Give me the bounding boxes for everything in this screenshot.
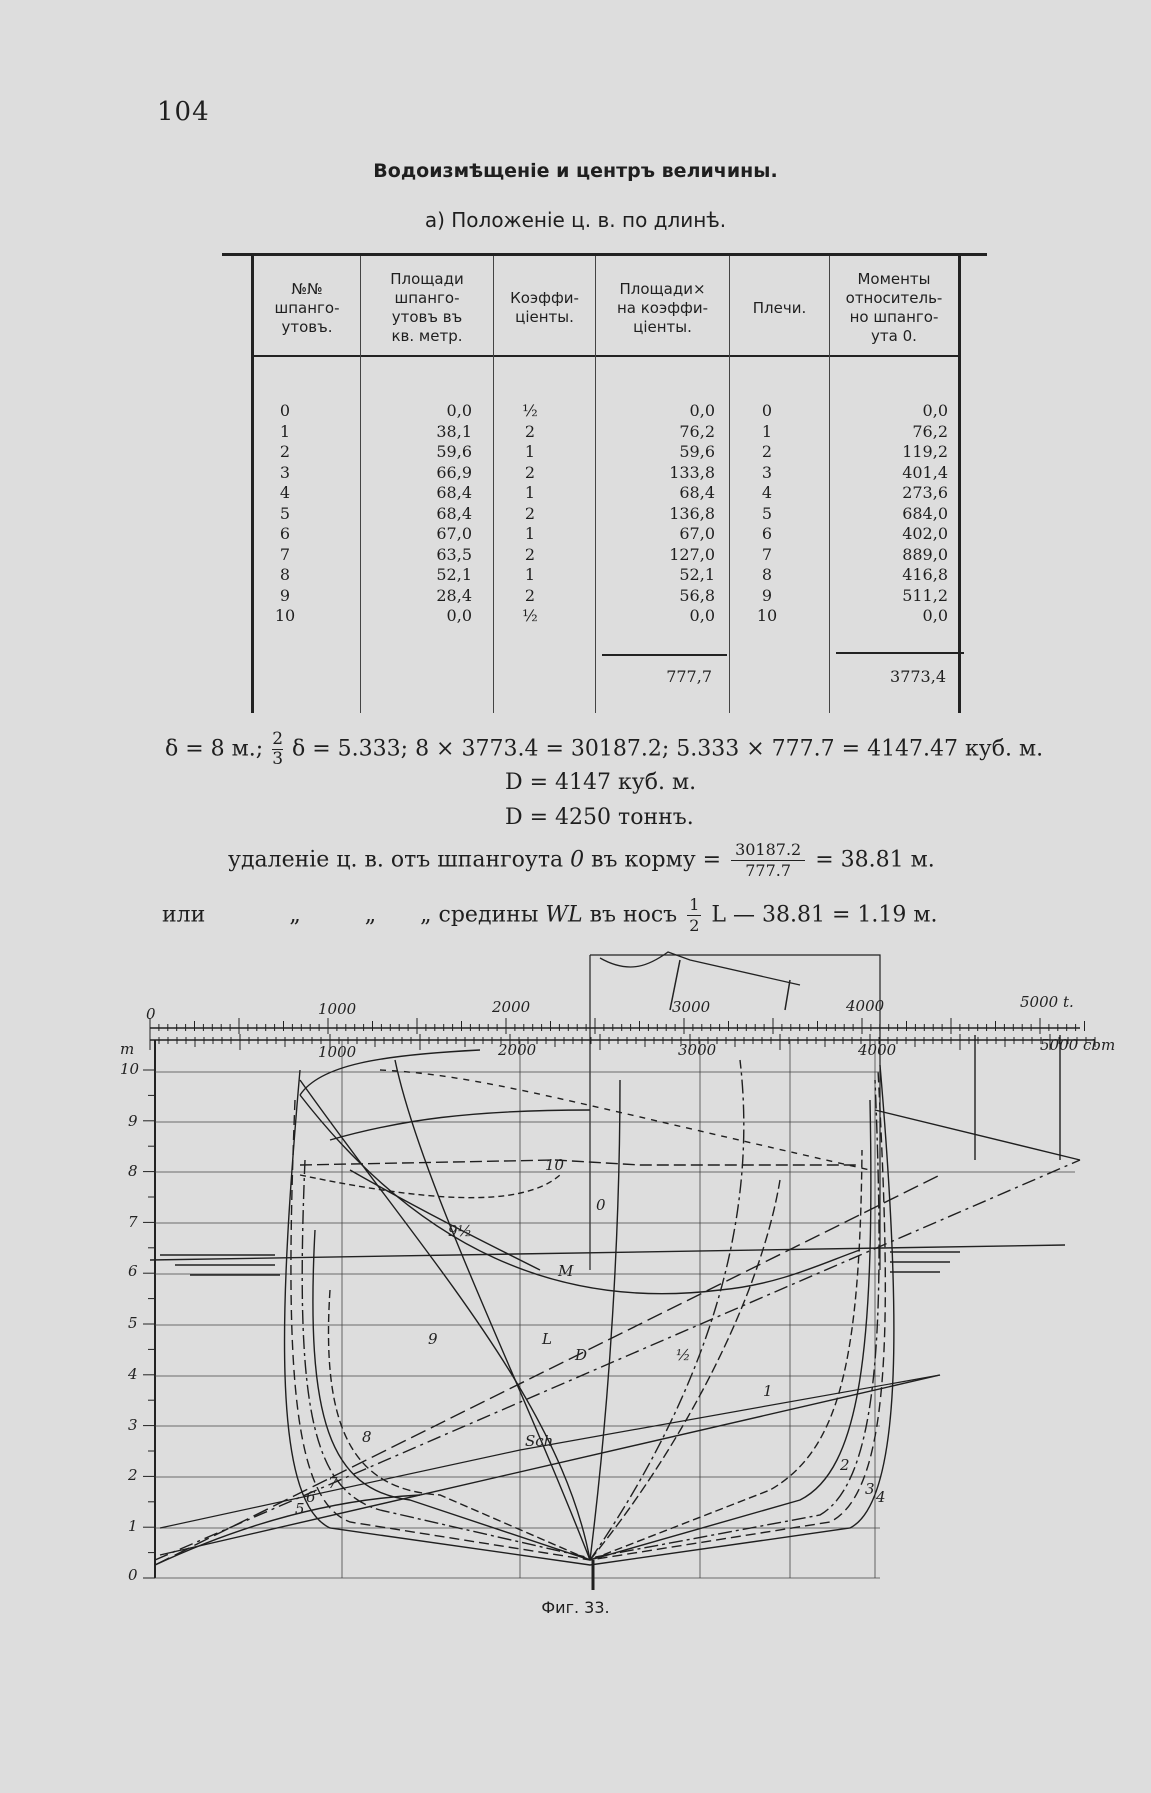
curve-label: Sch	[525, 1432, 554, 1450]
table-cell: 2	[524, 585, 536, 605]
fraction-numerator: 2	[272, 729, 284, 749]
curve-label: 4	[876, 1488, 886, 1506]
table-cell: 3	[761, 462, 773, 482]
table-cell: 7	[761, 544, 773, 564]
table-cell: 3	[279, 462, 291, 482]
curve-label: 8	[362, 1428, 372, 1446]
curve-label: 9½	[448, 1222, 473, 1240]
frame-curves	[155, 1035, 1080, 1590]
table-cell: 59,6	[679, 442, 715, 461]
table-cell: 8	[279, 565, 291, 584]
scale-label-top: 1000	[318, 1000, 357, 1018]
table-cell: 1	[524, 483, 536, 502]
header-moments: Моменты относитель- но шпанго- ута 0.	[845, 270, 943, 345]
table-cell: 0,0	[922, 401, 948, 420]
table-cell: 119,2	[902, 442, 948, 461]
table-cell: 5	[761, 503, 773, 523]
table-cell: 56,8	[679, 585, 715, 605]
table-cell: 38,1	[436, 421, 472, 441]
table-cell: 889,0	[902, 544, 948, 564]
table-cell: ½	[522, 606, 538, 625]
table-cell: 1	[524, 565, 536, 584]
subsection-heading: a) Положеніе ц. в. по длинѣ.	[424, 208, 727, 232]
header-areas: Площади шпанго- утовъ въ кв. метр.	[390, 270, 464, 345]
curve-label: 1	[763, 1382, 773, 1400]
curve-label: 6	[306, 1488, 316, 1506]
table-cell: 76,2	[679, 421, 715, 441]
table-cell: 4	[279, 483, 291, 502]
inset-line	[670, 960, 680, 1010]
table-cell: 2	[524, 503, 536, 523]
table-cell: 273,6	[902, 483, 948, 502]
section-heading: Водоизмѣщеніе и центръ величины.	[373, 160, 778, 182]
formula-text: въ носъ	[589, 902, 678, 928]
fraction-denominator: 2	[689, 916, 700, 935]
formula-line-3: D = 4250 тоннъ.	[505, 805, 694, 830]
y-axis-label: 8	[128, 1162, 138, 1180]
table-cell: 76,2	[912, 421, 948, 441]
table-cell: 67,0	[679, 524, 715, 543]
table-cell: 127,0	[669, 544, 715, 564]
curve-label: D	[575, 1346, 588, 1364]
table-cell: 1	[524, 442, 536, 461]
fraction-denominator: 3	[272, 749, 284, 769]
table-cell: 7	[279, 544, 291, 564]
y-axis-label: 0	[128, 1566, 138, 1584]
table-cell: 0,0	[689, 606, 715, 625]
curve-label: 10	[545, 1156, 565, 1174]
scale-label-top: 5000 t.	[1020, 993, 1074, 1011]
sum-products: 777,7	[666, 667, 712, 686]
table-cell: 68,4	[679, 483, 715, 502]
fraction-denominator: 777.7	[745, 861, 792, 880]
table-cell: 0,0	[446, 606, 472, 625]
curve-label: 7	[328, 1474, 338, 1492]
table-cell: 0,0	[689, 401, 715, 420]
formula-text: L — 38.81 = 1.19 м.	[711, 902, 938, 928]
table-cell: 68,4	[436, 503, 472, 523]
header-arms: Плечи.	[752, 298, 807, 317]
sum-moments: 3773,4	[890, 667, 946, 686]
curve-label: ½	[676, 1346, 691, 1364]
ditto-mark: „	[289, 902, 301, 928]
scale-label-bottom: 1000	[318, 1043, 357, 1061]
table-cell: 4	[761, 483, 773, 502]
y-axis-label: 6	[128, 1262, 138, 1280]
formula-text: средины	[438, 902, 539, 928]
table-cell: 1	[761, 421, 773, 441]
table-cell: 416,8	[902, 565, 948, 584]
table-cell: 63,5	[436, 544, 472, 564]
table-cell: 402,0	[902, 524, 948, 543]
scale-label-top: 0	[146, 1005, 156, 1023]
formula-text: или	[162, 902, 206, 928]
y-axis-label: 2	[128, 1466, 138, 1484]
y-axis-label: 3	[128, 1416, 138, 1434]
curve-label: M	[558, 1262, 574, 1280]
formula-text: въ корму =	[591, 847, 722, 873]
table-cell: 10	[756, 606, 778, 625]
table-cell: 66,9	[436, 462, 472, 482]
table-cell: 1	[279, 421, 291, 441]
y-axis-label: 4	[128, 1365, 138, 1383]
table-cell: 9	[761, 585, 773, 605]
table-cell: 401,4	[902, 462, 948, 482]
table-cell: 10	[274, 606, 296, 625]
formula-text: δ = 5.333; 8 × 3773.4 = 30187.2; 5.333 × 777.7 = 4147.47 куб. м.	[292, 736, 1044, 762]
scale-label-bottom: 3000	[678, 1041, 717, 1059]
table-cell: 9	[279, 585, 291, 605]
ditto-mark: „	[364, 902, 377, 928]
fraction-numerator: 1	[689, 895, 700, 914]
inset-line	[785, 980, 790, 1010]
inset-curve	[600, 952, 800, 985]
table-cell: 28,4	[436, 585, 472, 605]
table-cell: 5	[279, 503, 291, 523]
ditto-mark: „	[420, 902, 432, 928]
table-cell: 67,0	[436, 524, 472, 543]
y-axis-unit: m	[120, 1040, 135, 1058]
scale-label-bottom: 4000	[858, 1041, 897, 1059]
table-cell: 52,1	[679, 565, 715, 584]
y-axis-label: 5	[128, 1314, 138, 1332]
formula-text: удаленіе ц. в. отъ шпангоута	[228, 847, 564, 873]
table-cell: 1	[524, 524, 536, 543]
curve-label: 2	[840, 1456, 850, 1474]
scale-label-top: 3000	[672, 998, 711, 1016]
table-cell: 684,0	[902, 503, 948, 523]
curve-label: 5	[295, 1500, 305, 1518]
grid	[155, 1040, 1075, 1578]
y-axis-label: 1	[128, 1517, 138, 1535]
scale-label-top: 4000	[846, 997, 885, 1015]
y-axis-label: 7	[128, 1213, 138, 1231]
table-cell: ½	[522, 401, 538, 420]
table-cell: 2	[524, 462, 536, 482]
formula-text: δ = 8 м.;	[165, 736, 264, 762]
scale-label-top: 2000	[492, 998, 531, 1016]
formula-symbol: WL	[545, 902, 583, 928]
table-cell: 136,8	[669, 503, 715, 523]
table-cell: 2	[524, 544, 536, 564]
table-cell: 0,0	[922, 606, 948, 625]
scale-label-bottom: 2000	[498, 1041, 537, 1059]
curve-label: 9	[428, 1330, 438, 1348]
figure-caption: Фиг. 33.	[541, 1598, 610, 1617]
page-number: 104	[157, 97, 210, 127]
table-cell: 2	[524, 421, 536, 441]
table-cell: 59,6	[436, 442, 472, 461]
curve-label: 0	[596, 1196, 606, 1214]
table-cell: 52,1	[436, 565, 472, 584]
formula-line-2: D = 4147 куб. м.	[505, 770, 697, 795]
formula-symbol: 0	[570, 847, 585, 873]
table-cell: 68,4	[436, 483, 472, 502]
y-axis-label: 9	[128, 1112, 138, 1130]
table-cell: 6	[279, 524, 291, 543]
header-frame-no: №№ шпанго- утовъ.	[274, 279, 340, 336]
curve-label: L	[542, 1330, 552, 1348]
table-cell: 0	[279, 401, 291, 420]
formula-text: = 38.81 м.	[815, 847, 935, 873]
y-axis-label: 10	[120, 1060, 140, 1078]
header-products: Площади× на коэффи- ціенты.	[616, 279, 709, 336]
header-coefficients: Коэффи- ціенты.	[510, 289, 579, 326]
table-cell: 2	[761, 442, 773, 461]
fraction-numerator: 30187.2	[731, 840, 805, 861]
scale-label-bottom: 5000 cbm	[1040, 1036, 1116, 1054]
table-cell: 6	[761, 524, 773, 543]
table-cell: 511,2	[902, 585, 948, 605]
curve-label: 3	[865, 1480, 875, 1498]
table-cell: 2	[279, 442, 291, 461]
table-cell: 133,8	[669, 462, 715, 482]
table-cell: 0,0	[446, 401, 472, 420]
table-cell: 8	[761, 565, 773, 584]
table-cell: 0	[761, 401, 773, 420]
